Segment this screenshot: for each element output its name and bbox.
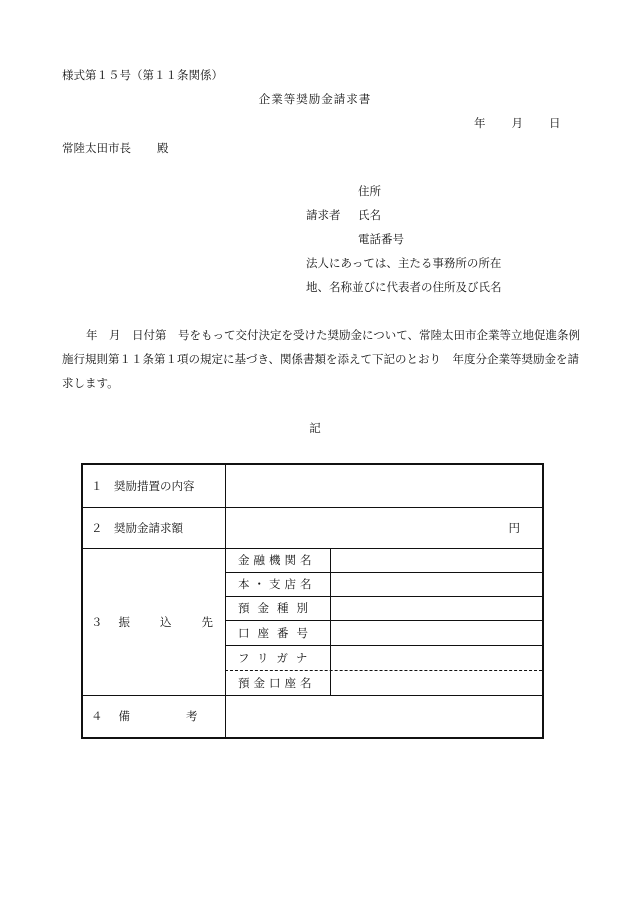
phone-label: 電話番号 (358, 232, 404, 246)
document-title: 企業等奨励金請求書 (258, 92, 372, 106)
bank-name-input[interactable] (331, 548, 542, 572)
account-number-input[interactable] (331, 620, 542, 645)
account-type-input[interactable] (331, 596, 542, 620)
applicant-block (306, 184, 502, 304)
row1-input[interactable] (226, 465, 542, 507)
addressee-honorific: 殿 (157, 141, 169, 155)
bank-name-label: 金融機関名 (238, 553, 316, 567)
date-day: 日 (549, 116, 561, 130)
furigana-label: フリガナ (238, 650, 316, 665)
row1-label: １ 奨励措置の内容 (91, 479, 195, 493)
addressee (62, 141, 169, 155)
branch-name-input[interactable] (331, 572, 542, 596)
requester-label: 請求者 (306, 208, 341, 222)
row3-label: ３ 振 込 先 (91, 614, 213, 629)
address-label: 住所 (358, 184, 381, 198)
date-year: 年 (474, 116, 486, 130)
ki-heading: 記 (309, 421, 321, 435)
row2-label: ２ 奨励金請求額 (91, 520, 183, 535)
account-holder-label: 預金口座名 (238, 675, 316, 690)
row2-amount-input[interactable] (226, 507, 520, 548)
furigana-input[interactable] (331, 645, 542, 670)
body-paragraph: 年 月 日付第 号をもって交付決定を受けた奨励金について、常陸太田市企業等立地促進条例施行規則第１１条第１項の規定に基づき、関係書類を添えて下記のとおり 年度分企業等奨励金を請求します。 (62, 328, 581, 390)
name-label: 氏名 (358, 208, 381, 222)
date-line (474, 116, 561, 130)
request-table (81, 463, 544, 739)
addressee-name: 常陸太田市長 (62, 141, 131, 155)
branch-name-label: 本・支店名 (238, 577, 316, 591)
row4-label: ４ 備 考 (91, 709, 198, 723)
account-holder-input[interactable] (331, 670, 542, 695)
remarks-input[interactable] (226, 695, 542, 737)
corporate-note-line1: 法人にあっては、主たる事務所の所在 (306, 256, 502, 270)
corporate-note-line2: 地、名称並びに代表者の住所及び氏名 (306, 280, 502, 294)
form-number: 様式第１５号（第１１条関係） (62, 68, 223, 82)
yen-unit: 円 (508, 520, 520, 535)
account-type-label: 預金種別 (238, 601, 316, 615)
date-month: 月 (511, 116, 523, 130)
account-number-label: 口座番号 (238, 625, 316, 640)
